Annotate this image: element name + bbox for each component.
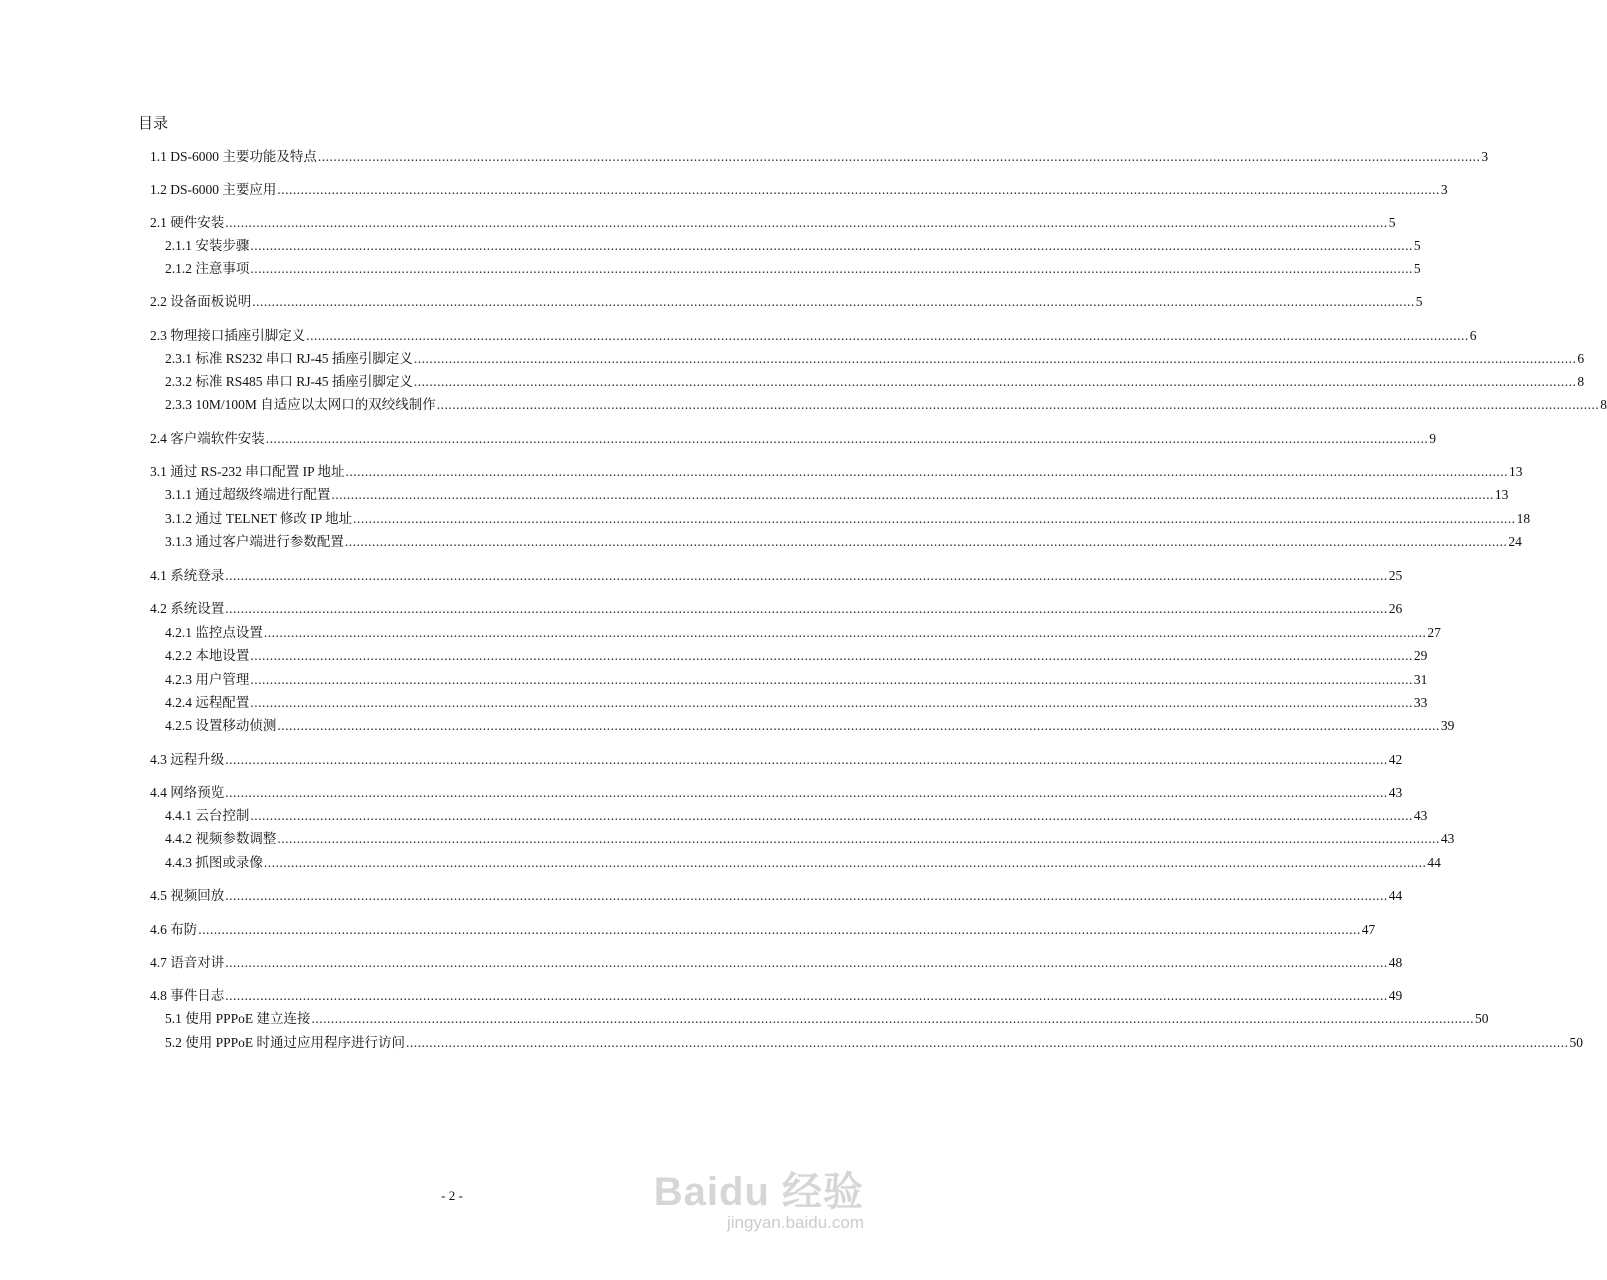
toc-entry-label: 1.1 DS-6000 主要功能及特点 [150, 149, 317, 164]
toc-entry-page: 39 [1440, 718, 1455, 733]
dot-leader: ............................................................................................................................................................................................................................................................................................................ [263, 855, 1427, 870]
toc-entry[interactable] [165, 804, 1428, 823]
dot-leader: ............................................................................................................................................................................................................................................................................................................ [277, 831, 1440, 846]
dot-leader: ............................................................................................................................................................................................................................................................................................................ [225, 785, 1388, 800]
toc-entry-label: 2.1.1 安装步骤 [165, 238, 250, 253]
toc-entry-page: 13 [1494, 487, 1509, 502]
toc-entry-page: 24 [1508, 534, 1522, 549]
dot-leader: ............................................................................................................................................................................................................................................................................................................ [250, 261, 1413, 276]
toc-entry-label: 2.2 设备面板说明 [150, 294, 252, 309]
toc-entry-label: 4.7 语音对讲 [150, 955, 225, 970]
dot-leader: ............................................................................................................................................................................................................................................................................................................ [250, 238, 1413, 253]
watermark-logo: Baidu 经验 [653, 1170, 864, 1214]
dot-leader: ............................................................................................................................................................................................................................................................................................................ [344, 534, 1508, 549]
toc-entry[interactable] [150, 564, 1403, 583]
dot-leader: ............................................................................................................................................................................................................................................................................................................ [225, 568, 1388, 583]
toc-entry-label: 3.1.1 通过超级终端进行配置 [165, 487, 331, 502]
dot-leader: ............................................................................................................................................................................................................................................................................................................ [263, 625, 1427, 640]
toc-entry-page: 29 [1413, 648, 1428, 663]
page-number: - 2 - [441, 1188, 463, 1203]
toc-entry-label: 2.3.2 标准 RS485 串口 RJ-45 插座引脚定义 [165, 374, 413, 389]
dot-leader: ............................................................................................................................................................................................................................................................................................................ [252, 294, 1415, 309]
toc-entry[interactable] [165, 644, 1428, 663]
toc-entry[interactable] [150, 460, 1523, 479]
toc-entry[interactable] [165, 714, 1455, 733]
toc-entry-label: 4.2 系统设置 [150, 601, 225, 616]
toc-entry-label: 2.3.1 标准 RS232 串口 RJ-45 插座引脚定义 [165, 351, 413, 366]
toc-entry-page: 42 [1388, 752, 1403, 767]
toc-entry-page: 31 [1413, 672, 1428, 687]
dot-leader: ............................................................................................................................................................................................................................................................................................................ [225, 215, 1388, 230]
toc-entry-label: 4.4 网络预览 [150, 785, 225, 800]
toc-title: 目录 [138, 116, 169, 132]
dot-leader: ............................................................................................................................................................................................................................................................................................................ [250, 672, 1413, 687]
toc-entry[interactable] [165, 851, 1441, 870]
dot-leader: ............................................................................................................................................................................................................................................................................................................ [225, 955, 1388, 970]
toc-entry[interactable] [165, 827, 1455, 846]
dot-leader: ............................................................................................................................................................................................................................................................................................................ [353, 511, 1516, 526]
dot-leader: ............................................................................................................................................................................................................................................................................................................ [331, 487, 1494, 502]
toc-entry-label: 5.1 使用 PPPoE 建立连接 [165, 1011, 311, 1026]
dot-leader: ............................................................................................................................................................................................................................................................................................................ [413, 374, 1577, 389]
toc-entry-label: 4.1 系统登录 [150, 568, 225, 583]
toc-entry[interactable] [165, 483, 1509, 502]
baidu-watermark [654, 1160, 864, 1233]
toc-entry[interactable] [150, 597, 1403, 616]
toc-entry-page: 49 [1388, 988, 1403, 1003]
toc-entry-label: 4.2.1 监控点设置 [165, 625, 263, 640]
toc-entry-page: 5 [1413, 261, 1421, 276]
toc-entry-label: 4.5 视频回放 [150, 888, 225, 903]
toc-entry-page: 26 [1388, 601, 1403, 616]
toc-entry-page: 3 [1481, 149, 1489, 164]
toc-entry-page: 50 [1569, 1035, 1584, 1050]
toc-entry-page: 33 [1413, 695, 1428, 710]
dot-leader: ............................................................................................................................................................................................................................................................................................................ [306, 328, 1469, 343]
dot-leader: ............................................................................................................................................................................................................................................................................................................ [250, 648, 1413, 663]
dot-leader: ............................................................................................................................................................................................................................................................................................................ [345, 464, 1509, 479]
toc-entry-label: 2.3 物理接口插座引脚定义 [150, 328, 306, 343]
toc-entry[interactable] [165, 370, 1585, 389]
toc-entry[interactable] [150, 178, 1448, 197]
toc-entry[interactable] [165, 257, 1421, 276]
dot-leader: ............................................................................................................................................................................................................................................................................................................ [198, 922, 1361, 937]
toc-entry-page: 47 [1361, 922, 1376, 937]
toc-entry[interactable] [165, 234, 1421, 253]
toc-entry-page: 13 [1509, 464, 1523, 479]
toc-entry-label: 2.3.3 10M/100M 自适应以太网口的双绞线制作 [165, 397, 436, 412]
toc-entry-page: 9 [1429, 431, 1436, 446]
dot-leader: ............................................................................................................................................................................................................................................................................................................ [311, 1011, 1475, 1026]
toc-entry[interactable] [165, 668, 1428, 687]
toc-entry-label: 2.1 硬件安装 [150, 215, 225, 230]
toc-entry-page: 18 [1516, 511, 1531, 526]
toc-entry-label: 4.3 远程升级 [150, 752, 225, 767]
dot-leader: ............................................................................................................................................................................................................................................................................................................ [277, 718, 1440, 733]
toc-entry[interactable] [165, 1031, 1584, 1050]
toc-entry-page: 6 [1577, 351, 1585, 366]
toc-entry-page: 5 [1415, 294, 1423, 309]
toc-entry-page: 8 [1577, 374, 1585, 389]
toc-entry-page: 8 [1600, 397, 1607, 412]
toc-entry[interactable] [150, 324, 1477, 343]
dot-leader: ............................................................................................................................................................................................................................................................................................................ [277, 182, 1440, 197]
toc-entry-label: 4.4.1 云台控制 [165, 808, 250, 823]
toc-entry-label: 4.2.2 本地设置 [165, 648, 250, 663]
dot-leader: ............................................................................................................................................................................................................................................................................................................ [225, 752, 1388, 767]
toc-entry[interactable] [165, 393, 1607, 412]
toc-entry-label: 5.2 使用 PPPoE 时通过应用程序进行访问 [165, 1035, 406, 1050]
toc-entry-label: 4.4.3 抓图或录像 [165, 855, 263, 870]
toc-entry-label: 3.1.3 通过客户端进行参数配置 [165, 534, 344, 549]
toc-entry-page: 44 [1427, 855, 1441, 870]
toc-entry-label: 1.2 DS-6000 主要应用 [150, 182, 277, 197]
toc-entry-label: 3.1 通过 RS-232 串口配置 IP 地址 [150, 464, 345, 479]
toc-entry-label: 4.2.4 远程配置 [165, 695, 250, 710]
toc-entry-page: 25 [1388, 568, 1403, 583]
toc-entry-label: 3.1.2 通过 TELNET 修改 IP 地址 [165, 511, 353, 526]
watermark-url: jingyan.baidu.com [726, 1213, 864, 1232]
toc-entry[interactable] [150, 781, 1403, 800]
toc-entry[interactable] [150, 748, 1403, 767]
toc-entry-page: 43 [1413, 808, 1428, 823]
toc-entry-page: 5 [1388, 215, 1396, 230]
toc-entry[interactable] [165, 1007, 1489, 1026]
dot-leader: ............................................................................................................................................................................................................................................................................................................ [225, 888, 1388, 903]
toc-entry-page: 44 [1388, 888, 1403, 903]
toc-entry-label: 4.2.3 用户管理 [165, 672, 250, 687]
toc-entry-page: 6 [1469, 328, 1477, 343]
dot-leader: ............................................................................................................................................................................................................................................................................................................ [250, 808, 1413, 823]
toc-entry[interactable] [150, 290, 1423, 309]
toc-entry[interactable] [165, 621, 1441, 640]
toc-entry-label: 4.4.2 视频参数调整 [165, 831, 277, 846]
toc-entry-page: 27 [1427, 625, 1441, 640]
toc-entry-page: 3 [1440, 182, 1448, 197]
toc-entry-page: 48 [1388, 955, 1403, 970]
toc-entry[interactable] [165, 347, 1585, 366]
toc-entry-page: 43 [1440, 831, 1455, 846]
toc-entry[interactable] [165, 507, 1531, 526]
dot-leader: ............................................................................................................................................................................................................................................................................................................ [250, 695, 1413, 710]
toc-entry[interactable] [150, 145, 1489, 164]
dot-leader: ............................................................................................................................................................................................................................................................................................................ [436, 397, 1600, 412]
dot-leader: ............................................................................................................................................................................................................................................................................................................ [265, 431, 1429, 446]
toc-entry-page: 50 [1475, 1011, 1489, 1026]
toc-entry-label: 4.2.5 设置移动侦测 [165, 718, 277, 733]
toc-entry-label: 4.8 事件日志 [150, 988, 225, 1003]
toc-entry[interactable] [150, 984, 1403, 1003]
toc-entry-label: 2.4 客户端软件安装 [150, 431, 265, 446]
toc-entry-label: 4.6 布防 [150, 922, 198, 937]
dot-leader: ............................................................................................................................................................................................................................................................................................................ [225, 601, 1388, 616]
toc-entry-page: 5 [1413, 238, 1421, 253]
dot-leader: ............................................................................................................................................................................................................................................................................................................ [317, 149, 1481, 164]
toc-entry[interactable] [165, 530, 1522, 549]
toc-entry[interactable] [150, 427, 1436, 446]
toc-entry[interactable] [150, 951, 1403, 970]
toc-entry[interactable] [165, 691, 1428, 710]
toc-entry[interactable] [150, 211, 1396, 230]
toc-entry[interactable] [150, 918, 1376, 937]
dot-leader: ............................................................................................................................................................................................................................................................................................................ [413, 351, 1577, 366]
dot-leader: ............................................................................................................................................................................................................................................................................................................ [406, 1035, 1569, 1050]
toc-entry-label: 2.1.2 注意事项 [165, 261, 250, 276]
toc-entry-page: 43 [1388, 785, 1403, 800]
dot-leader: ............................................................................................................................................................................................................................................................................................................ [225, 988, 1388, 1003]
toc-entry[interactable] [150, 884, 1403, 903]
